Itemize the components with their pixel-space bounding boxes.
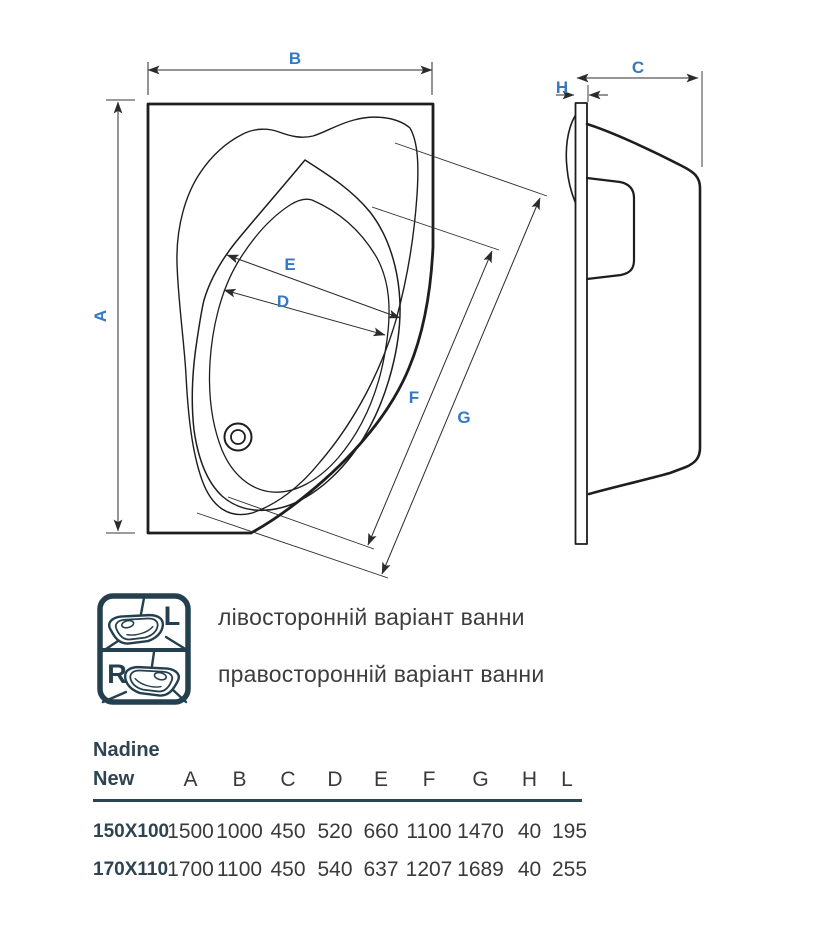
row-label: 170X110 (93, 859, 169, 880)
dim-label-b: B (288, 49, 302, 68)
table-cell: 540 (317, 858, 353, 881)
top-view (148, 104, 433, 533)
table-title-line1: Nadine (93, 739, 160, 761)
table-cell: 1100 (216, 858, 263, 881)
col-header-d: D (327, 768, 343, 791)
table-cell: 1000 (216, 820, 263, 843)
col-header-e: E (373, 768, 388, 791)
dimensions-table (93, 736, 588, 883)
dim-label-d: D (276, 292, 290, 311)
col-header-l: L (561, 768, 573, 791)
col-header-g: G (472, 768, 489, 791)
side-view (566, 103, 700, 544)
orientation-icon (97, 593, 191, 705)
dim-label-h: H (555, 78, 569, 97)
rim-back-curve (566, 116, 575, 203)
table-rule (93, 799, 582, 802)
table-cell: 195 (552, 820, 588, 843)
col-header-h: H (521, 768, 538, 791)
table-cell: 450 (270, 820, 306, 843)
left-variant-caption: лівосторонній варіант ванни (218, 604, 525, 630)
table-cell: 1689 (457, 858, 504, 881)
col-header-c: C (280, 768, 296, 791)
right-variant-caption: правосторонній варіант ванни (218, 661, 545, 687)
dim-label-c: C (631, 58, 645, 77)
table-cell: 450 (270, 858, 306, 881)
col-header-a: A (183, 768, 198, 791)
table-title-line2: New (93, 768, 135, 790)
dim-label-g: G (457, 408, 471, 427)
dim-label-e: E (284, 255, 296, 274)
table-cell: 1700 (167, 858, 214, 881)
wall-panel (576, 103, 588, 544)
table-cell: 1500 (167, 820, 214, 843)
col-header-b: B (232, 768, 247, 791)
dim-label-f: F (408, 388, 420, 407)
table-cell: 40 (517, 820, 542, 843)
seat-profile (587, 178, 634, 279)
table-row (93, 819, 588, 845)
table-cell: 40 (517, 858, 542, 881)
table-cell: 1470 (457, 820, 504, 843)
col-header-f: F (422, 768, 436, 791)
table-title (93, 736, 166, 794)
table-cell: 660 (363, 820, 399, 843)
row-label: 150X100 (93, 821, 170, 842)
table-cell: 520 (317, 820, 353, 843)
table-cell: 637 (363, 858, 399, 881)
table-cell: 1100 (406, 820, 452, 843)
table-cell: 255 (552, 858, 588, 881)
table-row (93, 857, 588, 883)
table-cell: 1207 (405, 858, 453, 881)
dim-label-a: A (91, 309, 110, 323)
right-variant-letter: R (107, 659, 127, 689)
left-variant-letter: L (163, 601, 181, 631)
tub-outline (148, 104, 433, 533)
table-header-row (93, 736, 582, 794)
